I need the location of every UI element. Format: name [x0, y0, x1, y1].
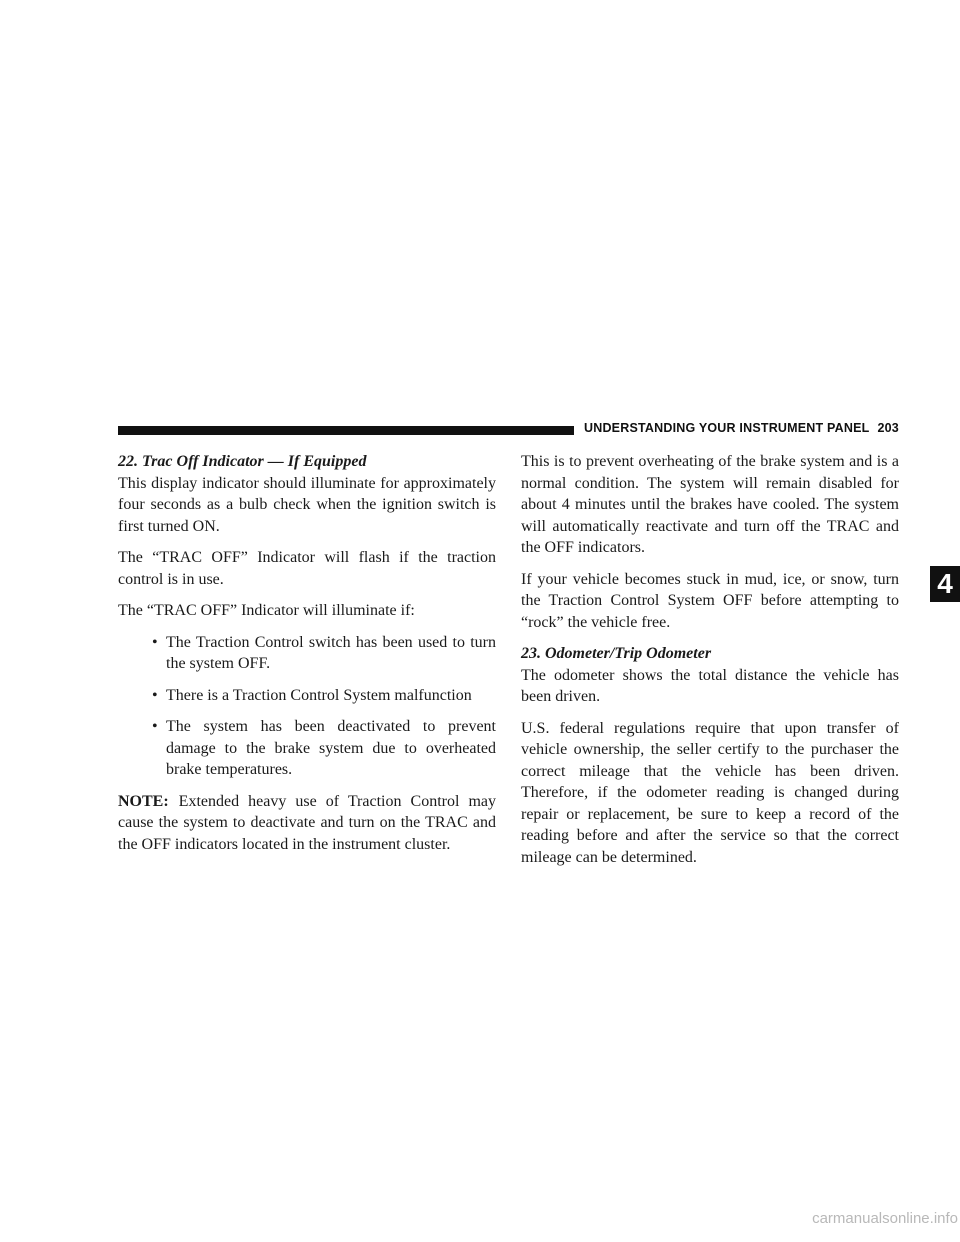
page-number: 203: [877, 421, 899, 435]
note: [118, 791, 496, 856]
bullet-icon: •: [152, 686, 158, 704]
section-heading-odometer: 23. Odometer/Trip Odometer: [521, 645, 712, 662]
paragraph: This is to prevent overheating of the brake system and is a normal condition. The system will remain disabled for about 4 minutes until the brakes have cooled. The system will automatically reactivate and turn off the TRAC and the OFF indicators.: [521, 453, 899, 556]
right-column: [521, 451, 899, 878]
note-text: Extended heavy use of Traction Control may cause the system to deactivate and turn on the TRAC and the OFF indicators located in the instrument cluster.: [118, 792, 496, 853]
paragraph: The odometer shows the total distance the vehicle has been driven.: [521, 666, 899, 705]
section-title: UNDERSTANDING YOUR INSTRUMENT PANEL: [584, 421, 870, 435]
list-item: [152, 632, 496, 675]
bullet-icon: •: [152, 633, 158, 651]
running-header: [584, 421, 904, 435]
list-item-text: The Traction Control switch has been used to turn the system OFF.: [166, 633, 496, 672]
chapter-tab: 4: [930, 566, 960, 602]
left-column: [118, 451, 496, 865]
paragraph: This display indicator should illuminate for approximately four seconds as a bulb check when the ignition switch is first turned ON.: [118, 474, 496, 535]
paragraph: U.S. federal regulations require that upon transfer of vehicle ownership, the seller certify to the purchaser the correct mileage that the vehicle has been driven. Therefore, if the odometer reading is changed during repair or replacement, be sure to keep a record of the reading before and after the service so that the correct mileage can be determined.: [521, 719, 899, 866]
section-22: [118, 451, 496, 537]
header-rule: [118, 426, 574, 435]
list-item-text: The system has been deactivated to prevent damage to the brake system due to overheated brake temperatures.: [166, 718, 496, 778]
watermark-link[interactable]: carmanualsonline.info: [812, 1210, 958, 1227]
note-label: NOTE:: [118, 792, 169, 810]
paragraph: The “TRAC OFF” Indicator will illuminate if:: [118, 602, 415, 619]
list-item-text: There is a Traction Control System malfunction: [166, 686, 472, 704]
paragraph: The “TRAC OFF” Indicator will flash if the traction control is in use.: [118, 549, 496, 588]
bullet-list: [118, 632, 496, 781]
list-item: [152, 685, 496, 707]
section-heading-trac-off: 22. Trac Off Indicator — If Equipped: [118, 453, 367, 470]
bullet-icon: •: [152, 718, 158, 735]
section-23: [521, 643, 899, 708]
list-item: [152, 716, 496, 781]
paragraph: If your vehicle becomes stuck in mud, ice, or snow, turn the Traction Control System OFF before attempting to “rock” the vehicle free.: [521, 570, 899, 631]
